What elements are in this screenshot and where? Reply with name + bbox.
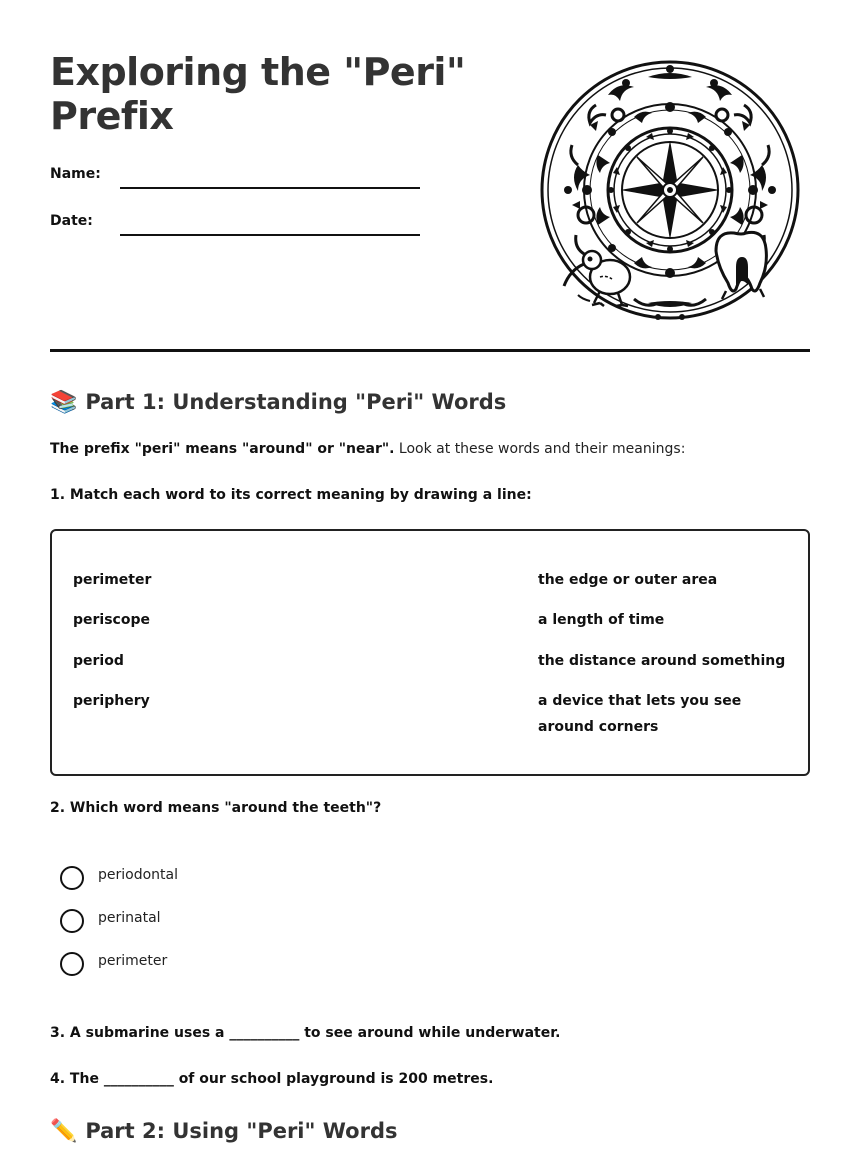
- radio-button[interactable]: [60, 909, 84, 933]
- match-definition[interactable]: the edge or outer area: [538, 572, 718, 588]
- part1-title: Part 1: Understanding "Peri" Words: [85, 390, 507, 414]
- question-4: 4. The __________ of our school playground is 200 metres.: [50, 1071, 494, 1087]
- match-definition[interactable]: a device that lets you see around corners: [538, 693, 742, 735]
- intro-bold-text: The prefix "peri" means "around" or "near".: [50, 441, 395, 457]
- option-label: perimeter: [98, 953, 168, 969]
- radio-button[interactable]: [60, 952, 84, 976]
- part2-title: Part 2: Using "Peri" Words: [85, 1119, 398, 1143]
- match-definition[interactable]: the distance around something: [538, 653, 786, 669]
- mandala-emblem-icon: [538, 55, 803, 325]
- match-word[interactable]: periscope: [73, 612, 150, 628]
- option-label: periodontal: [98, 867, 178, 883]
- intro-text: Look at these words and their meanings:: [394, 441, 686, 457]
- radio-button[interactable]: [60, 866, 84, 890]
- part1-heading: [50, 390, 506, 415]
- option-label: perinatal: [98, 910, 161, 926]
- page-title: Exploring the "Peri" Prefix: [50, 50, 466, 138]
- question-1: 1. Match each word to its correct meaning by drawing a line:: [50, 487, 532, 503]
- pencil-icon: ✏️: [50, 1119, 78, 1144]
- part1-intro: [50, 441, 685, 457]
- question-2: 2. Which word means "around the teeth"?: [50, 800, 382, 816]
- worksheet-header: [50, 50, 810, 330]
- match-word[interactable]: period: [73, 653, 124, 669]
- match-definition[interactable]: a length of time: [538, 612, 665, 628]
- date-field-line[interactable]: [120, 234, 420, 236]
- match-word[interactable]: perimeter: [73, 572, 152, 588]
- books-icon: 📚: [50, 390, 78, 415]
- question-3: 3. A submarine uses a __________ to see around while underwater.: [50, 1025, 561, 1041]
- date-label: Date:: [50, 213, 93, 229]
- header-divider: [50, 349, 810, 352]
- match-word[interactable]: periphery: [73, 693, 150, 709]
- matching-box: [50, 529, 810, 776]
- part2-heading: [50, 1119, 398, 1144]
- name-field-line[interactable]: [120, 187, 420, 189]
- name-label: Name:: [50, 166, 101, 182]
